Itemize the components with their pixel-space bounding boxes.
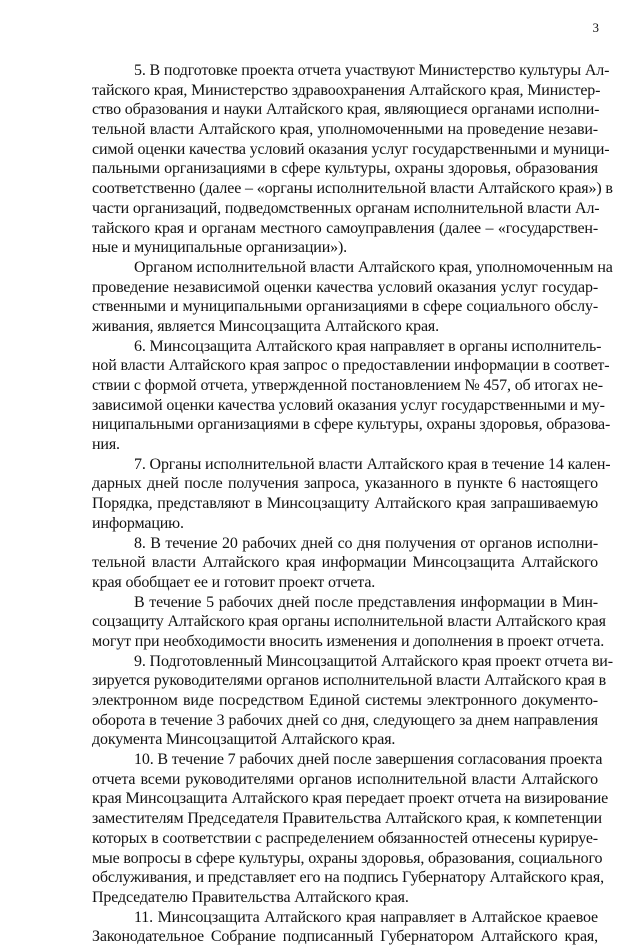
paragraph xyxy=(92,337,611,455)
text-line: ствии с формой отчета, утвержденной постановлением № 457, об итогах не- xyxy=(92,377,603,394)
text-line: мые вопросы в сфере культуры, охраны здоровья, образования, социального xyxy=(92,849,603,867)
paragraph xyxy=(92,455,611,534)
document-body xyxy=(92,61,613,947)
text-line: Законодательное Собрание подписанный Губернатором Алтайского края, xyxy=(92,928,598,946)
text-line: информацию. xyxy=(92,514,184,532)
text-line: соответственно (далее – «органы исполнительной власти Алтайского края») в xyxy=(92,180,613,198)
text-line: документа Минсоцзащитой Алтайского края. xyxy=(92,731,396,749)
text-line: тельной власти Алтайского края, уполномоченными на проведение незави- xyxy=(92,121,598,139)
text-line: края Минсоцзащита Алтайского края передает проект отчета на визирование xyxy=(92,790,609,808)
text-line: дарных дней после получения запроса, указанного в пункте 6 настоящего xyxy=(92,475,598,493)
text-line: зависимой оценки качества условий оказания услуг государственными и му- xyxy=(92,396,605,414)
paragraph xyxy=(92,652,613,750)
text-line: тайского края и органам местного самоуправления (далее – «государствен- xyxy=(92,219,598,237)
text-line: ной власти Алтайского края запрос о предоставлении информации в соответ- xyxy=(92,357,610,375)
text-line: электронном виде посредством Единой системы электронного документо- xyxy=(92,692,598,709)
text-line: зируется руководителями органов исполнительной власти Алтайского края в xyxy=(92,672,607,690)
text-line: живания, является Минсоцзащита Алтайского края. xyxy=(92,317,439,335)
text-line: проведение независимой оценки качества условий оказания услуг государ- xyxy=(92,278,598,296)
paragraph xyxy=(92,534,598,593)
text-line: ственными и муниципальными организациями в сфере социального обслу- xyxy=(92,298,598,316)
text-line: Органом исполнительной власти Алтайского края, уполномоченным на xyxy=(134,258,613,276)
text-line: 7. Органы исполнительной власти Алтайского края в течение 14 кален- xyxy=(134,455,611,473)
text-line: ство образования и науки Алтайского края, являющиеся органами исполни- xyxy=(92,101,600,119)
text-line: 11. Минсоцзащита Алтайского края направляет в Алтайское краевое xyxy=(134,908,598,926)
paragraph xyxy=(92,750,609,908)
text-line: 8. В течение 20 рабочих дней со дня получения от органов исполни- xyxy=(134,534,598,552)
text-line: 9. Подготовленный Минсоцзащитой Алтайского края проект отчета ви- xyxy=(134,652,613,670)
text-line: 6. Минсоцзащита Алтайского края направляет в органы исполнитель- xyxy=(134,337,602,355)
text-line: 10. В течение 7 рабочих дней после завершения согласования проекта xyxy=(134,751,603,769)
paragraph xyxy=(92,593,606,652)
text-line: тельной власти Алтайского края информации Минсоцзащита Алтайского xyxy=(92,554,598,572)
text-line: оборота в течение 3 рабочих дней со дня, следующего за днем направления xyxy=(92,711,598,729)
text-line: В течение 5 рабочих дней после представления информации в Мин- xyxy=(134,593,598,611)
text-line: обслуживания, и представляет его на подпись Губернатору Алтайского края, xyxy=(92,869,604,887)
text-line: ниципальными организациями в сфере культуры, охраны здоровья, образова- xyxy=(92,416,611,434)
text-line: ния. xyxy=(92,436,120,454)
text-line: части организаций, подведомственных органам исполнительной власти Ал- xyxy=(92,199,600,217)
text-line: тайского края, Министерство здравоохранения Алтайского края, Министер- xyxy=(92,81,601,99)
paragraph xyxy=(92,61,613,258)
text-line: пальными организациями в сфере культуры, охраны здоровья, образования xyxy=(92,160,598,178)
text-line: края обобщает ее и готовит проект отчета. xyxy=(92,573,376,591)
text-line: 5. В подготовке проекта отчета участвуют Министерство культуры Ал- xyxy=(134,62,610,79)
text-line: заместителям Председателя Правительства Алтайского края, к компетенции xyxy=(92,810,602,828)
page-number: 3 xyxy=(592,20,599,35)
text-line: ные и муниципальные организации»). xyxy=(92,239,347,257)
text-line: Порядка, представляют в Минсоцзащиту Алтайского края запрашиваемую xyxy=(92,495,598,513)
text-line: могут при необходимости вносить изменения и дополнения в проект отчета. xyxy=(92,632,605,650)
text-line: которых в соответствии с распределением обязанностей отнесены курируе- xyxy=(92,829,598,847)
paragraph xyxy=(92,908,598,947)
text-line: Председателю Правительства Алтайского края. xyxy=(92,888,409,906)
text-line: симой оценки качества условий оказания услуг государственными и муници- xyxy=(92,140,610,158)
text-line: отчета всеми руководителями органов исполнительной власти Алтайского xyxy=(92,770,598,788)
paragraph xyxy=(92,258,613,337)
text-line: соцзащиту Алтайского края органы исполнительной власти Алтайского края xyxy=(92,613,606,631)
